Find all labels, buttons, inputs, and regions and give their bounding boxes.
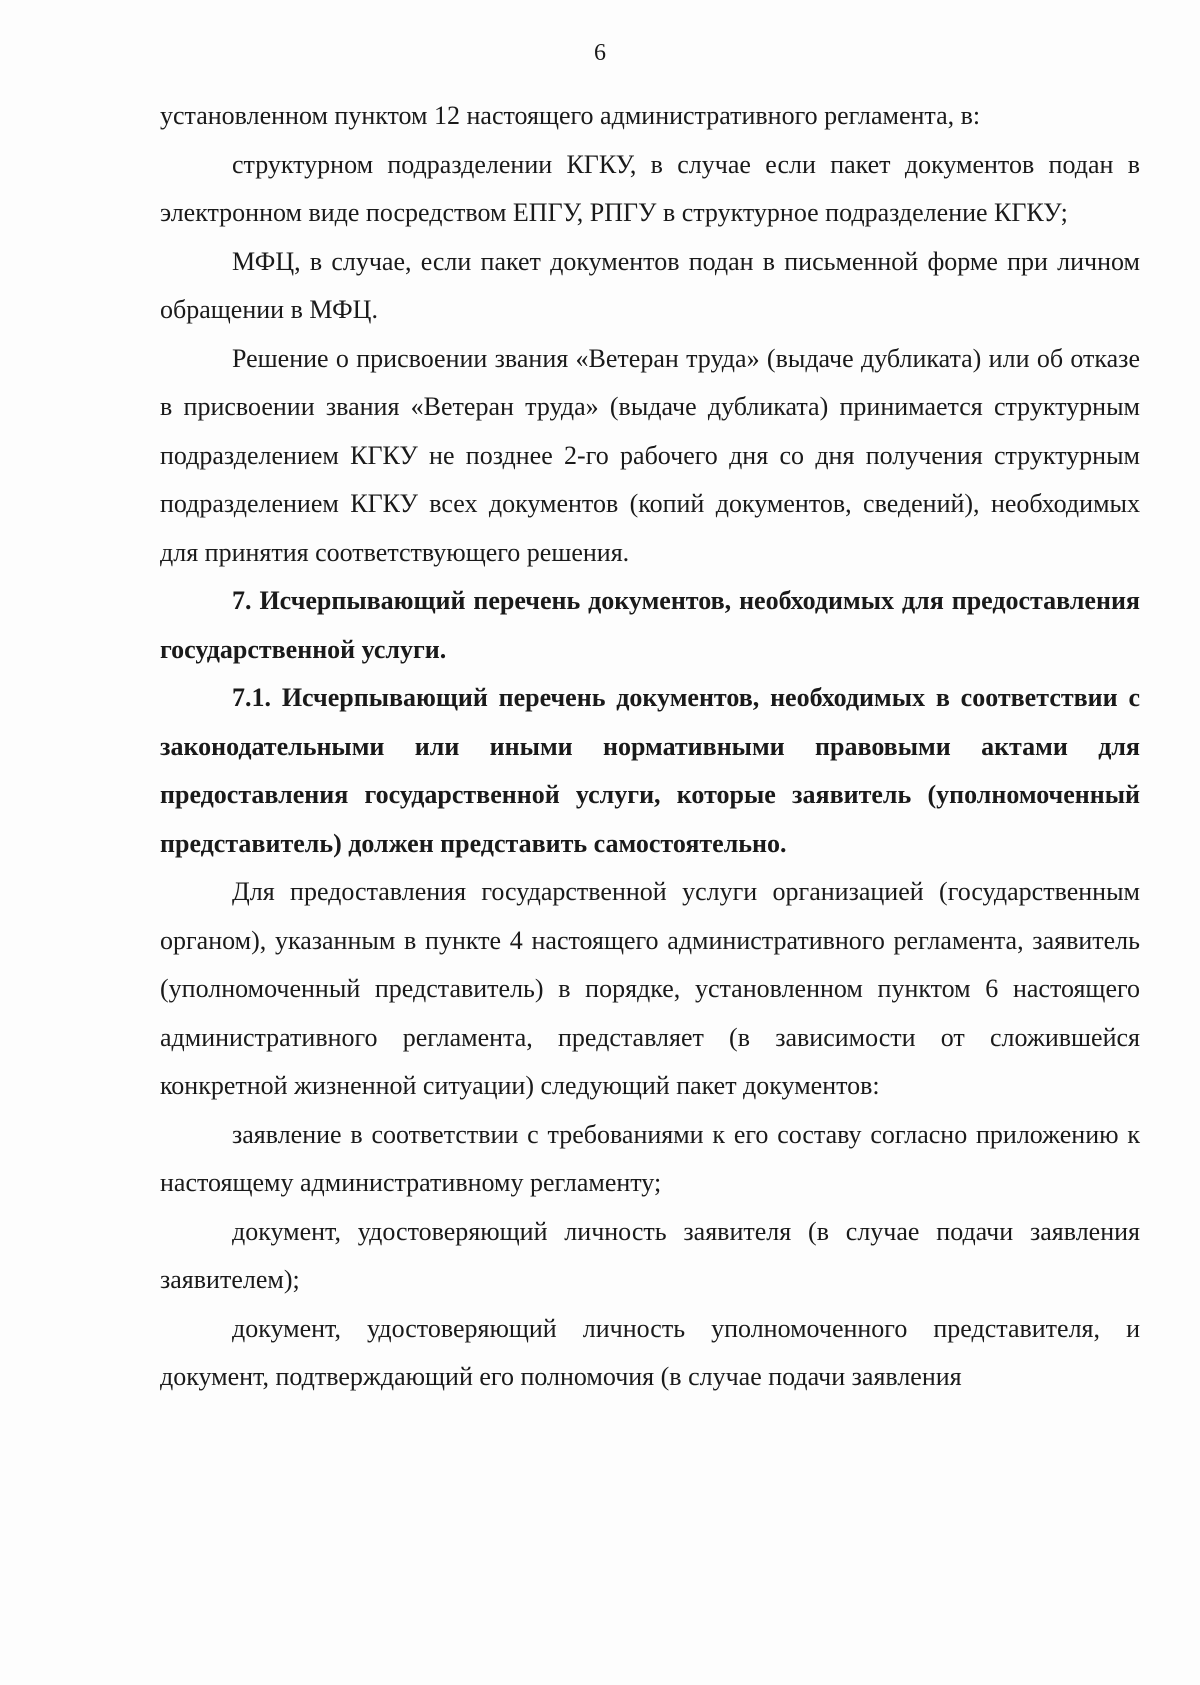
paragraph: Решение о присвоении звания «Ветеран труда» (выдаче дубликата) или об отказе в присвоении звания «Ветеран труда» (выдаче дубликата) принимается структурным подразделением КГКУ не позднее 2-го рабочего дня со дня получения структурным подразделением КГКУ всех документов (копий документов, сведений), необходимых для принятия соответствующего решения. [160,343,1140,567]
list-item: документ, удостоверяющий личность заявителя (в случае подачи заявления заявителем); [160,1216,1140,1294]
page-number: 6 [594,40,606,66]
paragraph: МФЦ, в случае, если пакет документов подан в письменной форме при личном обращении в МФЦ. [160,246,1140,324]
list-item: заявление в соответствии с требованиями к его составу согласно приложению к настоящему административному регламенту; [160,1119,1140,1197]
paragraph: Для предоставления государственной услуги организацией (государственным органом), указанным в пункте 4 настоящего административного регламента, заявитель (уполномоченный представитель) в порядке, установленном пунктом 6 настоящего административного регламента, представляет (в зависимости от сложившейся конкретной жизненной ситуации) следующий пакет документов: [160,877,1140,1100]
list-item: документ, удостоверяющий личность уполномоченного представителя, и документ, подтверждающий его полномочия (в случае подачи заявления [160,1313,1140,1391]
section-heading: 7. Исчерпывающий перечень документов, необходимых для предоставления государственной услуги. [160,586,1140,664]
paragraph: установленном пунктом 12 настоящего административного регламента, в: [160,101,981,130]
paragraph: структурном подразделении КГКУ, в случае если пакет документов подан в электронном виде посредством ЕПГУ, РПГУ в структурное подразделение КГКУ; [160,149,1140,227]
subsection-heading: 7.1. Исчерпывающий перечень документов, необходимых в соответствии с законодательными или иными нормативными правовыми актами для предоставления государственной услуги, которые заявитель (уполномоченный представитель) должен представить самостоятельно. [160,683,1140,858]
document-body [160,92,1140,1402]
